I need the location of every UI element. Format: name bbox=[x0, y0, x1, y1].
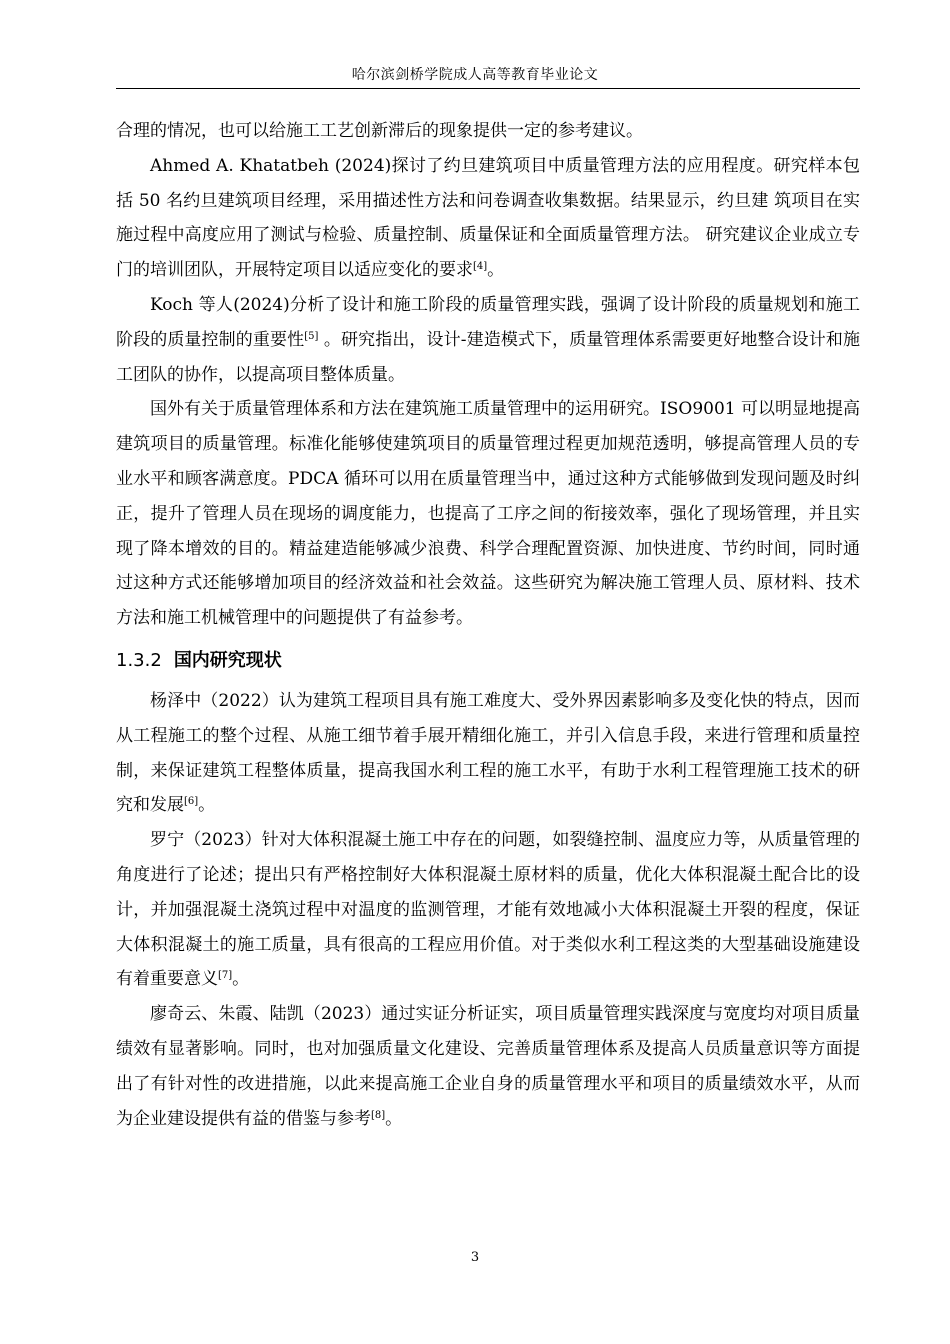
section-number: 1.3.2 bbox=[116, 649, 162, 671]
page-number: 3 bbox=[470, 1250, 480, 1265]
section-title: 国内研究现状 bbox=[173, 649, 282, 671]
paragraph-text: 合理的情况，也可以给施工工艺创新滞后的现象提供一定的参考建议。 bbox=[116, 121, 643, 141]
header-rule bbox=[116, 88, 860, 89]
citation-ref: [6] bbox=[184, 796, 199, 808]
paragraph-text: 廖奇云、朱霞、陆凯（2023）通过实证分析证实，项目质量管理实践深度与宽度均对项目质量绩效有显著影响。同时，也对加强质量文化建设、完善质量管理体系及提高人员质量意识等方面提出了有针对性的改进措施，以此来提高施工企业自身的质量管理水平和项目的质量绩效水平，从而为企业建设提供有益的借鉴与参考 bbox=[116, 1004, 860, 1129]
paragraph-end: 。 bbox=[385, 1108, 403, 1129]
paragraph-text: 国外有关于质量管理体系和方法在建筑施工质量管理中的运用研究。ISO9001 可以明显地提高建筑项目的质量管理。标准化能够使建筑项目的质量管理过程更加规范透明，够提高管理人员的专业水平和顾客满意度。PDCA 循环可以用在质量管理当中，通过这种方式能够做到发现问题及时纠正，提升了管理人员在现场的调度能力，也提高了工序之间的衔接效率，强化了现场管理，并且实现了降本增效的目的。精益建造能够减少浪费、科学合理配置资源、加快进度、节约时间，同时通过这种方式还能够增加项目的经济效益和社会效益。这些研究为解决施工管理人员、原材料、技术方法和施工机械管理中的问题提供了有益参考。 bbox=[116, 399, 860, 629]
paragraph-end: 。 bbox=[487, 260, 505, 281]
paragraph-koch bbox=[116, 288, 860, 392]
citation-ref: [5] bbox=[304, 330, 319, 342]
paragraph-luo bbox=[116, 823, 860, 997]
paragraph-continuation bbox=[116, 114, 860, 149]
citation-ref: [7] bbox=[218, 970, 233, 982]
page-header-title: 哈尔滨剑桥学院成人高等教育毕业论文 bbox=[351, 67, 599, 83]
paragraph-liao bbox=[116, 997, 860, 1136]
section-heading bbox=[116, 644, 860, 678]
paragraph-text: Koch 等人(2024)分析了设计和施工阶段的质量管理实践，强调了设计阶段的质量规划和施工阶段的质量控制的重要性 bbox=[116, 294, 860, 350]
page-body bbox=[116, 114, 860, 1136]
paragraph-yang bbox=[116, 684, 860, 823]
paragraph-foreign-summary bbox=[116, 392, 860, 636]
paragraph-end: 。 bbox=[232, 969, 250, 990]
paragraph-khatatbeh bbox=[116, 149, 860, 288]
citation-ref: [8] bbox=[371, 1109, 386, 1121]
paragraph-text: Ahmed A. Khatatbeh (2024)探讨了约旦建筑项目中质量管理方法的应用程度。研究样本包括 50 名约旦建筑项目经理，采用描述性方法和问卷调查收集数据。结果显示，约旦建 筑项目在实施过程中高度应用了测试与检验、质量控制、质量保证和全面质量管理方法。 研究建议企业成立专门的培训团队，开展特定项目以适应变化的要求 bbox=[116, 155, 860, 281]
paragraph-text: 罗宁（2023）针对大体积混凝土施工中存在的问题，如裂缝控制、温度应力等，从质量管理的角度进行了论述；提出只有严格控制好大体积混凝土原材料的质量，优化大体积混凝土配合比的设计，并加强混凝土浇筑过程中对温度的监测管理，才能有效地减小大体积混凝土开裂的程度，保证大体积混凝土的施工质量，具有很高的工程应用价值。对于类似水利工程这类的大型基础设施建设有着重要意义 bbox=[116, 830, 860, 990]
paragraph-text: 杨泽中（2022）认为建筑工程项目具有施工难度大、受外界因素影响多及变化快的特点，因而从工程施工的整个过程、从施工细节着手展开精细化施工，并引入信息手段，来进行管理和质量控制，来保证建筑工程整体质量，提高我国水利工程的施工水平，有助于水利工程管理施工技术的研究和发展 bbox=[116, 690, 860, 816]
citation-ref: [4] bbox=[473, 261, 488, 273]
paragraph-end: 。研究指出，设计-建造模式下，质量管理体系需要更好地整合设计和施工团队的协作，以提高项目整体质量。 bbox=[116, 329, 860, 385]
paragraph-end: 。 bbox=[198, 795, 216, 816]
